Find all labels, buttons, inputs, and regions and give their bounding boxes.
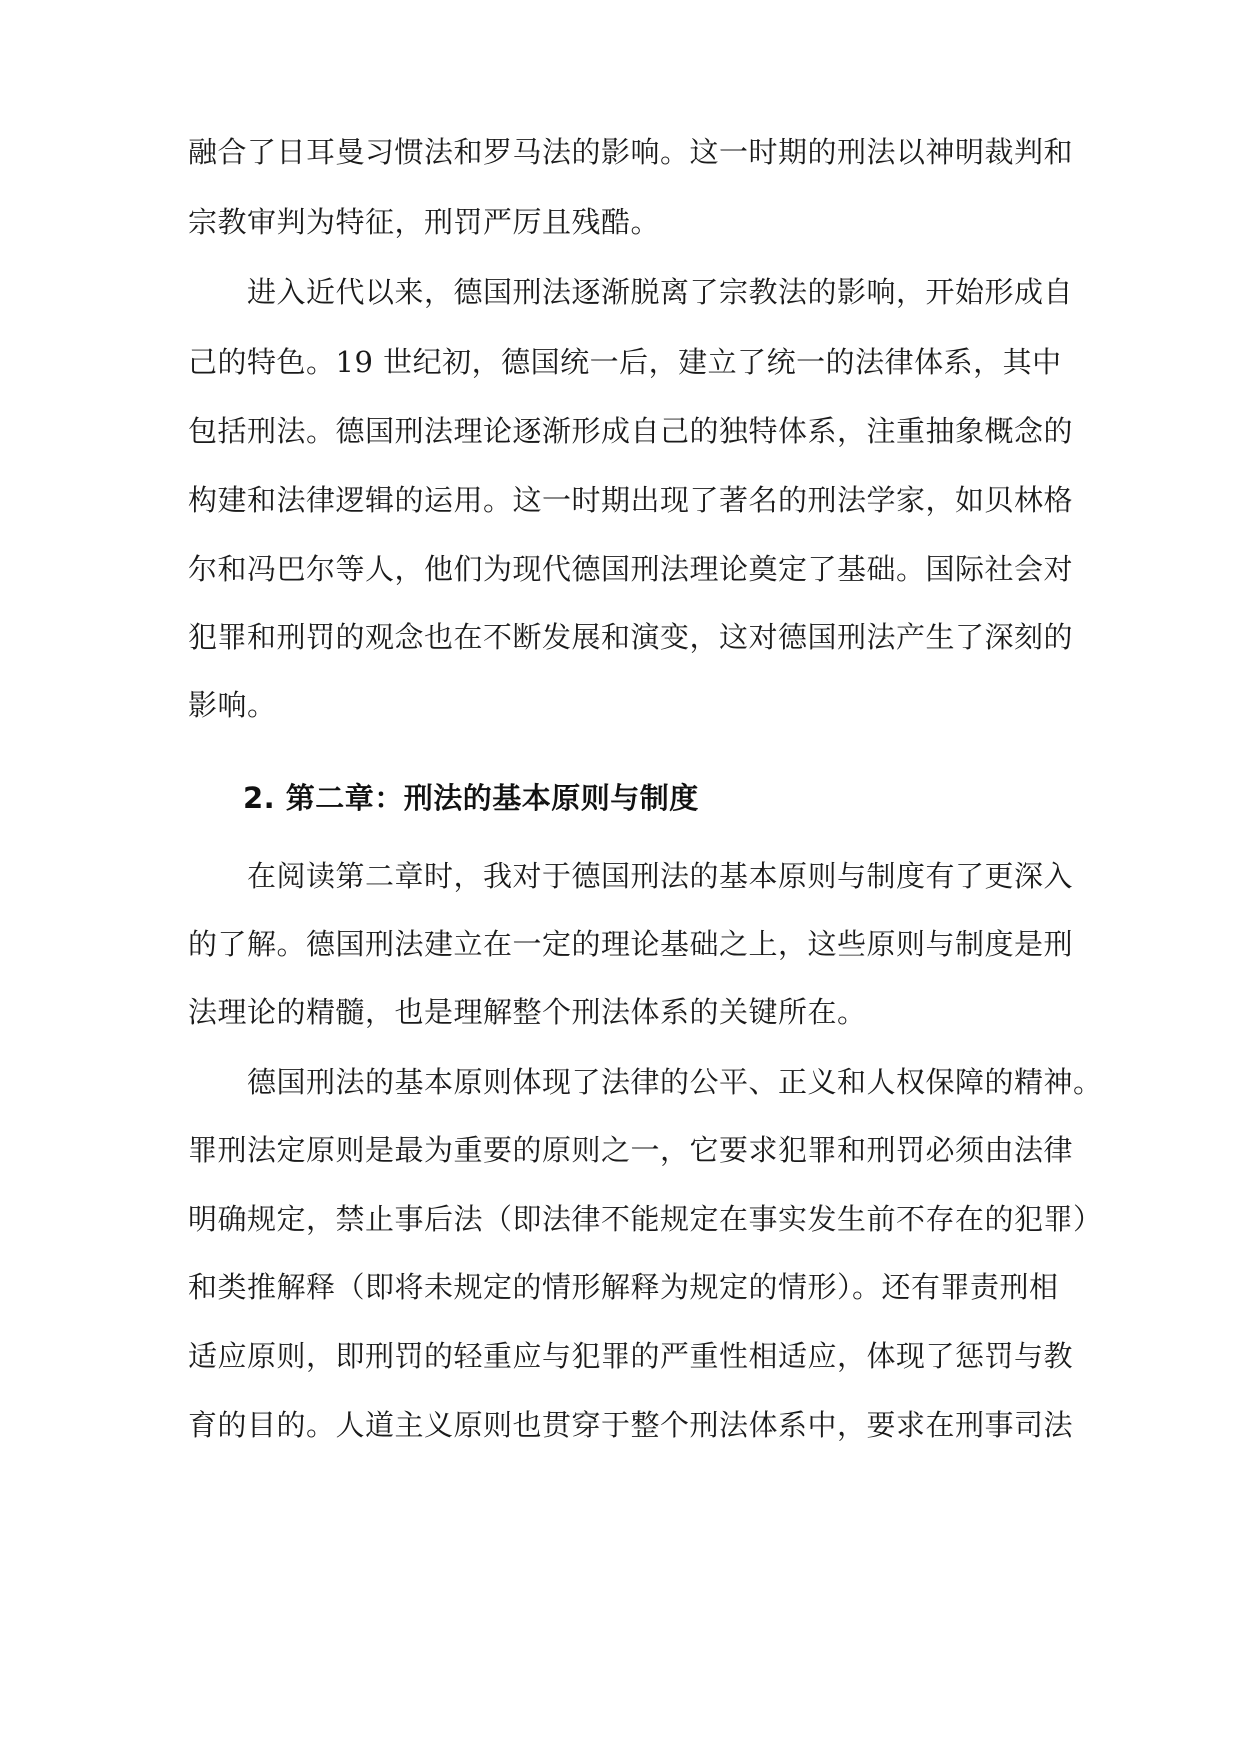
paragraph-line: 尔和冯巴尔等人，他们为现代德国刑法理论奠定了基础。国际社会对 <box>188 552 1074 586</box>
paragraph-line: 宗教审判为特征，刑罚严厉且残酷。 <box>188 205 661 239</box>
paragraph-line: 德国刑法的基本原则体现了法律的公平、正义和人权保障的精神。 <box>188 1065 1103 1099</box>
paragraph-line: 的了解。德国刑法建立在一定的理论基础之上，这些原则与制度是刑 <box>188 927 1074 961</box>
paragraph-line: 犯罪和刑罚的观念也在不断发展和演变，这对德国刑法产生了深刻的 <box>188 620 1074 654</box>
paragraph-line: 在阅读第二章时，我对于德国刑法的基本原则与制度有了更深入 <box>188 859 1074 893</box>
paragraph-line: 适应原则，即刑罚的轻重应与犯罪的严重性相适应，体现了惩罚与教 <box>188 1339 1074 1373</box>
paragraph-line: 己的特色。19 世纪初，德国统一后，建立了统一的法律体系，其中 <box>188 345 1062 379</box>
paragraph-line: 育的目的。人道主义原则也贯穿于整个刑法体系中，要求在刑事司法 <box>188 1408 1074 1442</box>
paragraph-line: 构建和法律逻辑的运用。这一时期出现了著名的刑法学家，如贝林格 <box>188 483 1074 517</box>
paragraph-line: 和类推解释（即将未规定的情形解释为规定的情形）。还有罪责刑相 <box>188 1270 1059 1304</box>
paragraph-line: 包括刑法。德国刑法理论逐渐形成自己的独特体系，注重抽象概念的 <box>188 414 1074 448</box>
paragraph-line: 明确规定，禁止事后法（即法律不能规定在事实发生前不存在的犯罪） <box>188 1202 1103 1236</box>
paragraph-line: 影响。 <box>188 688 277 722</box>
paragraph-line: 进入近代以来，德国刑法逐渐脱离了宗教法的影响，开始形成自 <box>188 275 1074 309</box>
paragraph-line: 融合了日耳曼习惯法和罗马法的影响。这一时期的刑法以神明裁判和 <box>188 135 1074 169</box>
paragraph-line: 罪刑法定原则是最为重要的原则之一，它要求犯罪和刑罚必须由法律 <box>188 1133 1074 1167</box>
section-heading: 2. 第二章：刑法的基本原则与制度 <box>243 781 699 815</box>
paragraph-line: 法理论的精髓，也是理解整个刑法体系的关键所在。 <box>188 995 867 1029</box>
